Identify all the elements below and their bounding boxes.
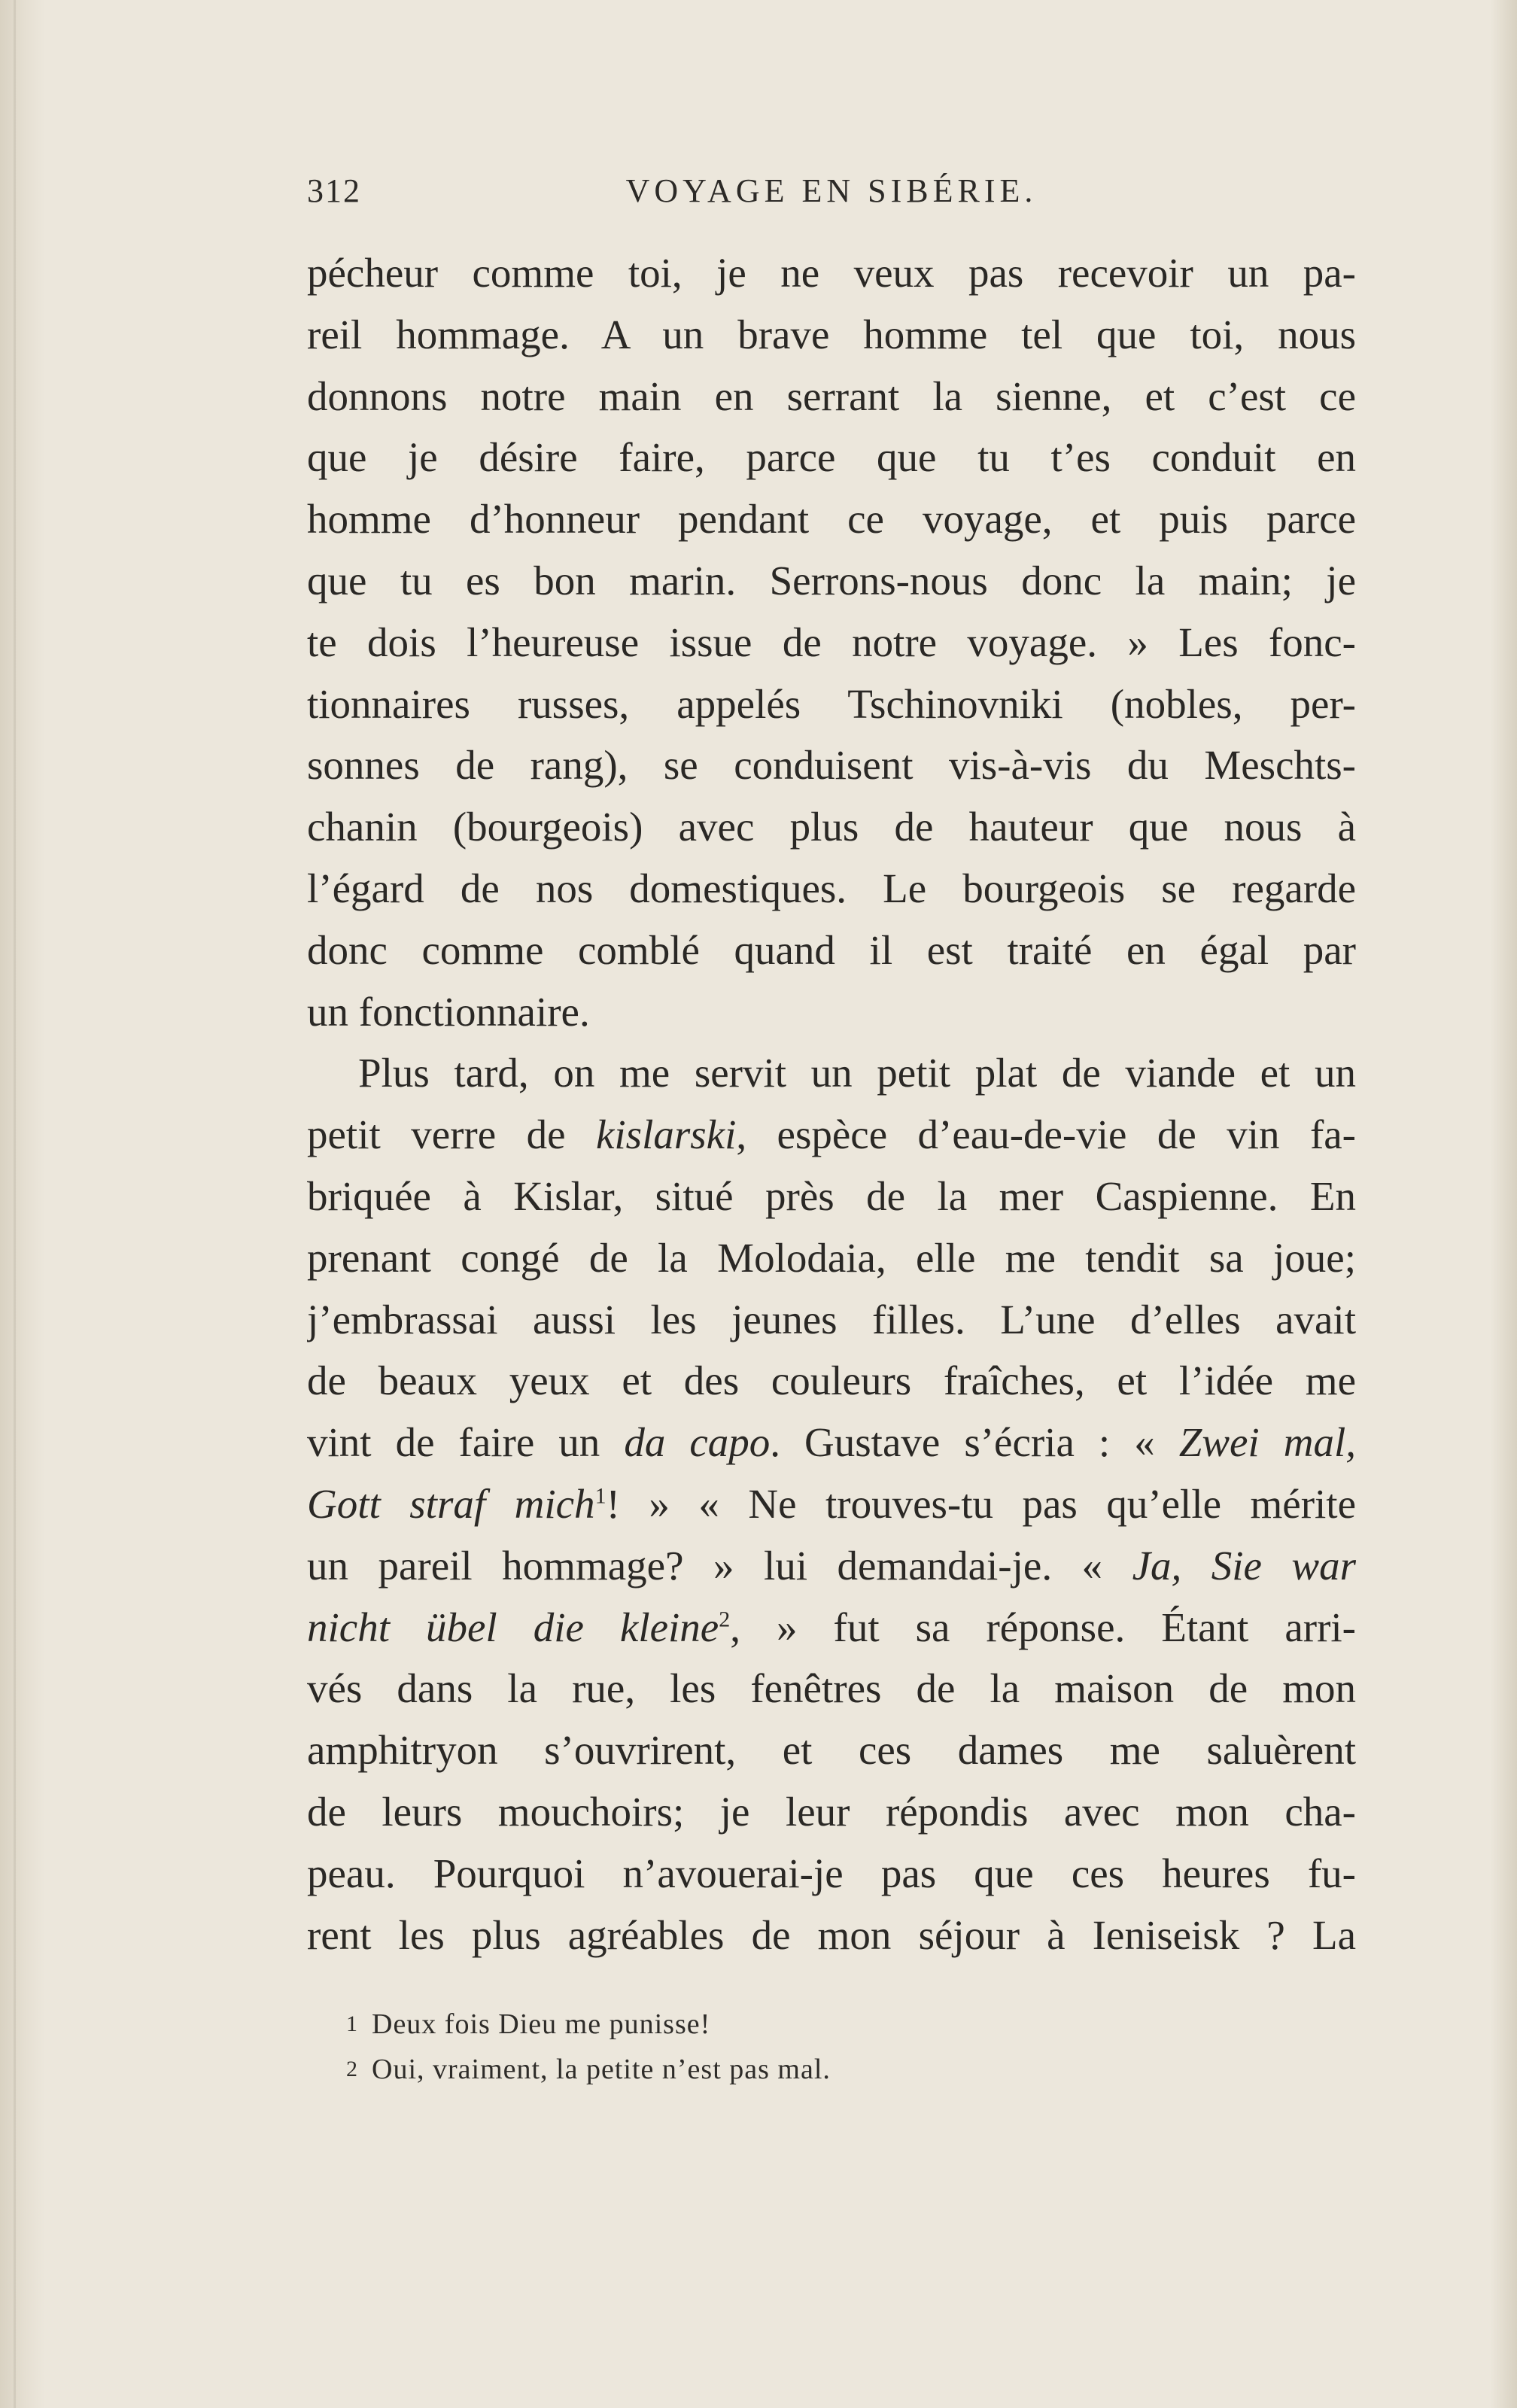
text-line xyxy=(307,1473,1356,1535)
footnote-text: Deux fois Dieu me punisse! xyxy=(372,2008,711,2040)
text-line: donc comme comblé quand il est traité en égal par xyxy=(307,926,1356,973)
text-run: . Gustave s’écria : « xyxy=(770,1419,1179,1466)
footnote-mark: 1 xyxy=(346,2011,358,2036)
footnote xyxy=(346,2002,1324,2047)
text-line xyxy=(307,1104,1356,1166)
text-line: homme d’honneur pendant ce voyage, et puis parce xyxy=(307,496,1356,543)
text-line: vés dans la rue, les fenêtres de la maison de mon xyxy=(307,1665,1356,1712)
footnote-reference: 1 xyxy=(594,1483,606,1509)
text-run: , espèce d’eau-de-vie de vin fa- xyxy=(736,1111,1356,1158)
footnote-text: Oui, vraiment, la petite n’est pas mal. xyxy=(372,2054,831,2085)
text-run: vint de faire un xyxy=(307,1419,625,1466)
text-run: ! » « Ne trouves-tu pas qu’elle mérite xyxy=(606,1480,1356,1527)
text-line: te dois l’heureuse issue de notre voyage. » Les fonc- xyxy=(307,619,1356,665)
text-line: de leurs mouchoirs; je leur répondis avec mon cha- xyxy=(307,1788,1356,1835)
text-line xyxy=(307,1597,1356,1659)
footnotes xyxy=(346,2002,1324,2092)
text-line: briquée à Kislar, situé près de la mer Caspienne. En xyxy=(307,1172,1356,1219)
page-number: 312 xyxy=(307,172,361,209)
text-line: que tu es bon marin. Serrons-nous donc la main; je xyxy=(307,557,1356,604)
text-line: l’égard de nos domestiques. Le bourgeois se regarde xyxy=(307,865,1356,911)
text-line: tionnaires russes, appelés Tschinovniki (nobles, per- xyxy=(307,680,1356,727)
text-line: peau. Pourquoi n’avouerai-je pas que ces heures fu- xyxy=(307,1850,1356,1896)
text-line: prenant congé de la Molodaia, elle me tendit sa joue; xyxy=(307,1234,1356,1281)
text-line: rent les plus agréables de mon séjour à Ieniseisk ? La xyxy=(307,1911,1356,1958)
text-run: , » fut sa réponse. Étant arri- xyxy=(730,1604,1356,1650)
footnote-mark: 2 xyxy=(346,2057,358,2081)
body-text xyxy=(307,242,1356,1966)
text-line: chanin (bourgeois) avec plus de hauteur que nous à xyxy=(307,804,1356,850)
text-line: que je désire faire, parce que tu t’es conduit en xyxy=(307,434,1356,481)
footnote-reference: 2 xyxy=(719,1607,731,1632)
running-title: VOYAGE EN SIBÉRIE. xyxy=(625,172,1038,209)
text-line: donnons notre main en serrant la sienne, et c’est ce xyxy=(307,372,1356,419)
text-line: sonnes de rang), se conduisent vis-à-vis du Meschts- xyxy=(307,742,1356,789)
text-run: un pareil hommage? » lui demandai-je. « xyxy=(307,1542,1132,1589)
italic-word: kislarski xyxy=(595,1111,737,1158)
italic-phrase: nicht übel die kleine xyxy=(307,1604,719,1650)
text-line xyxy=(307,1535,1356,1597)
text-line: Plus tard, on me servit un petit plat de viande et un xyxy=(358,1050,1356,1096)
scan-gutter-shadow xyxy=(0,0,45,2408)
footnote xyxy=(346,2047,1324,2092)
italic-phrase: Ja, Sie war xyxy=(1132,1542,1356,1589)
scan-right-edge xyxy=(1490,0,1517,2408)
text-line: un fonctionnaire. xyxy=(307,988,590,1035)
text-line: amphitryon s’ouvrirent, et ces dames me saluèrent xyxy=(307,1727,1356,1774)
text-run: petit verre de xyxy=(307,1111,596,1158)
text-line: de beaux yeux et des couleurs fraîches, et l’idée me xyxy=(307,1358,1356,1404)
italic-phrase: Gott straf mich xyxy=(307,1480,595,1527)
text-line xyxy=(307,1412,1356,1473)
italic-phrase: Zwei mal, xyxy=(1178,1419,1356,1466)
scan-gutter-line xyxy=(14,0,16,2408)
running-header xyxy=(307,172,1356,224)
italic-phrase: da capo xyxy=(624,1419,771,1466)
text-line: pécheur comme toi, je ne veux pas recevoir un pa- xyxy=(307,250,1356,296)
text-line: reil hommage. A un brave homme tel que toi, nous xyxy=(307,311,1356,357)
text-line: j’embrassai aussi les jeunes filles. L’une d’elles avait xyxy=(307,1296,1356,1342)
